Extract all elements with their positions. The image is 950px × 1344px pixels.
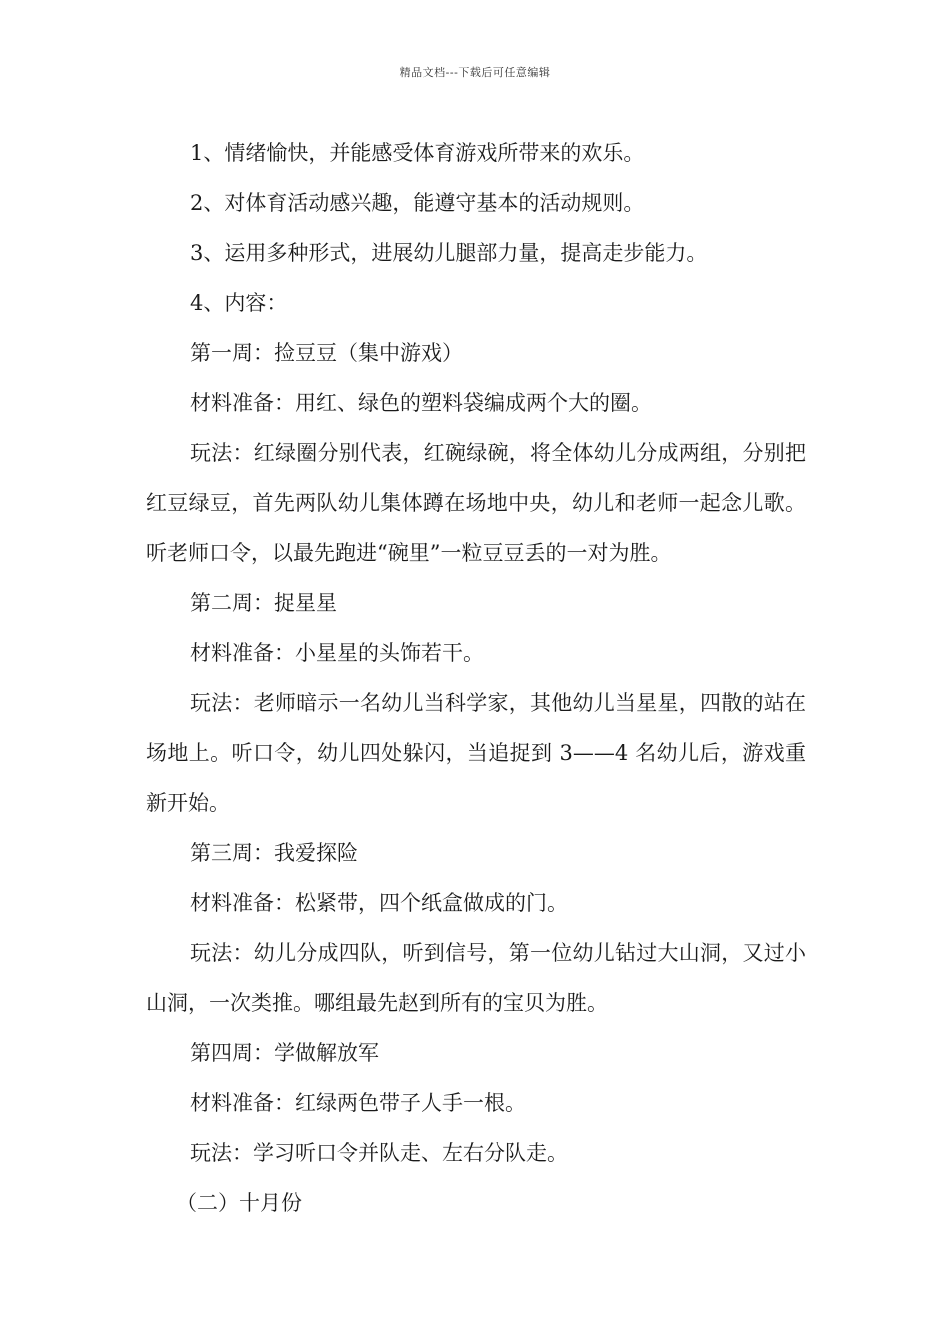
page-header: 精品文档---下载后可任意编辑: [399, 66, 551, 79]
paragraph-goal-2: 2、对体育活动感兴趣，能遵守基本的活动规则。: [190, 191, 645, 215]
paragraph-week3-rules: 玩法：幼儿分成四队，听到信号，第一位幼儿钻过大山洞，又过小山洞，一次类推。哪组最先赵到所有的宝贝为胜。: [146, 941, 806, 1015]
paragraph-week4-title: 第四周：学做解放军: [190, 1041, 379, 1065]
paragraph-week2-title: 第二周：捉星星: [190, 591, 337, 615]
paragraph-week1-materials: 材料准备：用红、绿色的塑料袋编成两个大的圈。: [190, 391, 652, 415]
paragraph-week1-title: 第一周：捡豆豆（集中游戏）: [190, 341, 463, 365]
paragraph-week4-rules: 玩法：学习听口令并队走、左右分队走。: [190, 1141, 568, 1165]
paragraph-week4-materials: 材料准备：红绿两色带子人手一根。: [190, 1091, 526, 1115]
paragraph-goal-1: 1、情绪愉快，并能感受体育游戏所带来的欢乐。: [190, 141, 645, 165]
paragraph-week3-materials: 材料准备：松紧带，四个纸盒做成的门。: [190, 891, 568, 915]
paragraph-week3-title: 第三周：我爱探险: [190, 841, 358, 865]
paragraph-week1-rules: 玩法：红绿圈分别代表，红碗绿碗，将全体幼儿分成两组，分别把红豆绿豆，首先两队幼儿集体蹲在场地中央，幼儿和老师一起念儿歌。听老师口令，以最先跑进“碗里”一粒豆豆丢的一对为胜。: [146, 441, 806, 565]
paragraph-week2-rules: 玩法：老师暗示一名幼儿当科学家，其他幼儿当星星，四散的站在场地上。听口令，幼儿四处躲闪，当追捉到 3——4 名幼儿后，游戏重新开始。: [146, 691, 806, 815]
document-body: [146, 128, 806, 1228]
paragraph-goal-3: 3、运用多种形式，进展幼儿腿部力量，提高走步能力。: [190, 241, 708, 265]
paragraph-content-heading: 4、内容：: [190, 291, 288, 315]
section-heading-october: （二）十月份: [176, 1191, 302, 1215]
paragraph-week2-materials: 材料准备：小星星的头饰若干。: [190, 641, 484, 665]
